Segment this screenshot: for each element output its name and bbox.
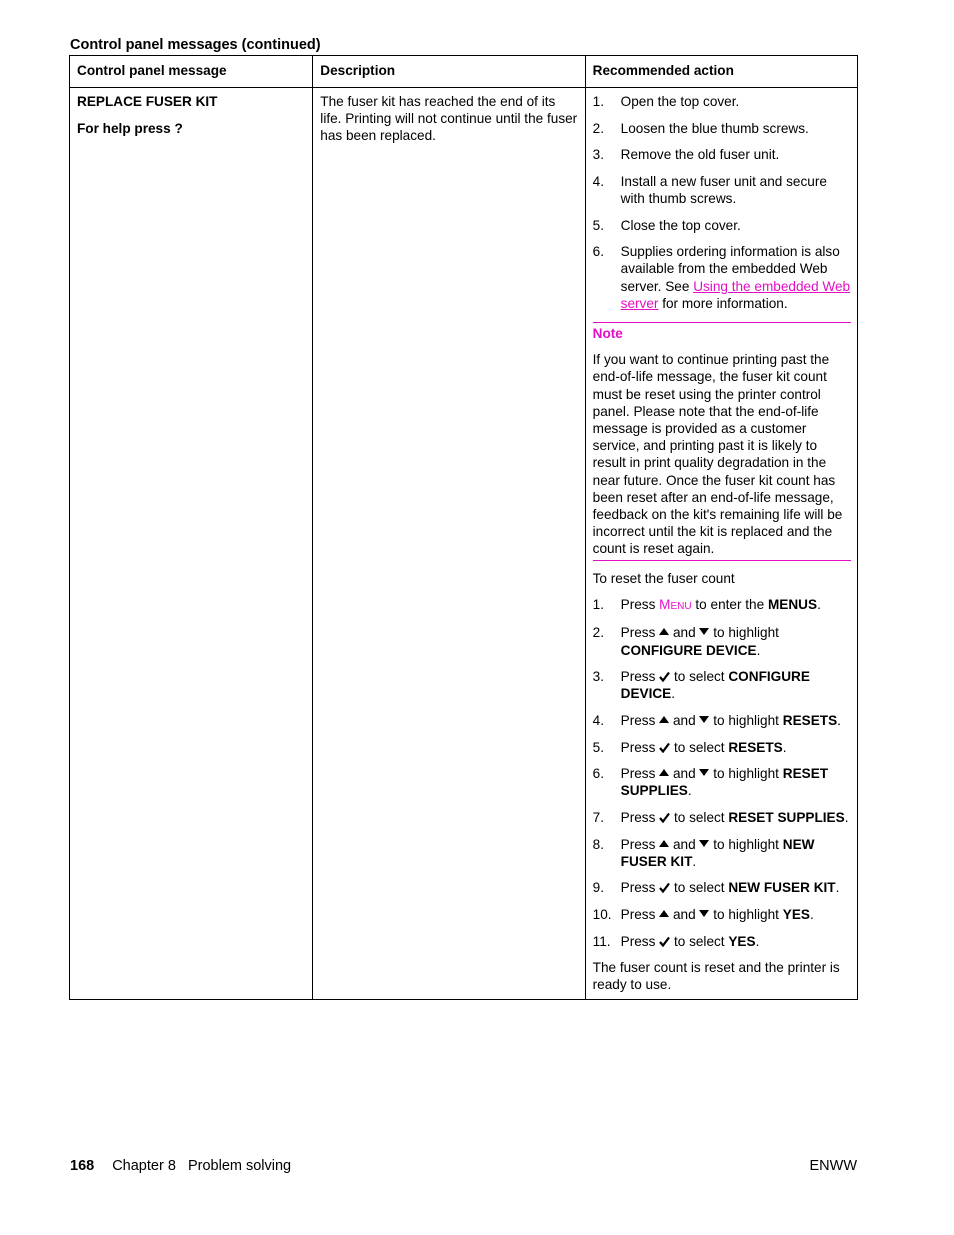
down-arrow-icon <box>699 910 709 917</box>
list-item <box>593 146 851 163</box>
step-text: Press <box>620 836 656 852</box>
step-text: to enter the <box>695 596 765 612</box>
step-text: to select <box>673 739 725 755</box>
list-item <box>593 739 851 756</box>
step-number: 2. <box>592 120 604 136</box>
step-text: to highlight <box>713 836 779 852</box>
step-number: 11. <box>592 933 611 949</box>
step-text: . <box>835 880 840 896</box>
checkmark-icon <box>659 812 670 823</box>
menu-key-rest: ENU <box>670 600 692 612</box>
message-text: REPLACE FUSER KIT <box>77 94 218 109</box>
step-text: for more information. <box>658 295 788 311</box>
step-text: Supplies ordering information is also available from the embedded Web server. See <box>620 244 840 294</box>
table-header-row <box>70 56 858 88</box>
reset-intro: To reset the fuser count <box>592 570 735 586</box>
step-text: and <box>672 836 696 852</box>
down-arrow-icon <box>699 769 709 776</box>
step-text: Press <box>620 669 656 685</box>
note-title: Note <box>592 325 623 341</box>
step-text: . <box>671 686 676 702</box>
step-text: and <box>672 906 696 922</box>
step-number: 10. <box>592 906 612 922</box>
final-text: The fuser count is reset and the printer is ready to use. <box>592 959 840 992</box>
footer-right-label: ENWW <box>809 1158 857 1174</box>
list-item <box>593 933 851 950</box>
step-number: 2. <box>592 625 604 641</box>
help-key-icon: ? <box>174 121 183 137</box>
list-item <box>593 93 851 110</box>
step-text: to select <box>673 880 725 896</box>
checkmark-icon <box>659 936 670 947</box>
step-number: 4. <box>592 173 604 189</box>
step-text: . <box>837 713 841 729</box>
step-number: 4. <box>592 713 604 729</box>
step-text: and <box>672 625 696 641</box>
menu-key-first: M <box>659 596 671 612</box>
list-item <box>593 596 851 615</box>
step-keyword: RESETS <box>728 739 783 755</box>
table-caption: Control panel messages (continued) <box>70 37 321 53</box>
menu-key-label <box>659 597 691 612</box>
up-arrow-icon <box>659 716 669 723</box>
step-number: 8. <box>592 836 604 852</box>
embedded-web-server-link[interactable]: Using the embedded Web server <box>620 278 851 311</box>
list-item <box>593 624 851 658</box>
step-number: 6. <box>592 244 604 260</box>
list-item <box>593 173 851 207</box>
reset-steps-list <box>593 596 851 950</box>
list-item <box>593 243 851 312</box>
step-text: to highlight <box>713 713 779 729</box>
list-item <box>593 809 851 826</box>
step-keyword: CONFIGURE DEVICE <box>620 669 810 702</box>
step-text: Close the top cover. <box>620 217 741 233</box>
list-item <box>593 836 851 870</box>
step-keyword: YES <box>728 933 756 949</box>
step-number: 7. <box>592 810 604 825</box>
checkmark-icon <box>659 882 670 893</box>
list-item <box>593 120 851 137</box>
list-item <box>593 906 851 923</box>
list-item <box>593 217 851 234</box>
list-item <box>593 712 851 729</box>
step-text: . <box>782 739 787 755</box>
up-arrow-icon <box>659 840 669 847</box>
step-text: to highlight <box>713 906 779 922</box>
step-keyword: NEW FUSER KIT <box>620 836 815 869</box>
down-arrow-icon <box>699 716 709 723</box>
step-keyword: NEW FUSER KIT <box>728 880 836 896</box>
down-arrow-icon <box>699 628 709 635</box>
checkmark-icon <box>659 671 670 682</box>
step-keyword: YES <box>782 906 810 922</box>
page-number: 168 <box>70 1158 95 1174</box>
step-text: Press <box>620 713 656 729</box>
step-number: 1. <box>592 94 604 109</box>
step-text: to select <box>673 810 725 825</box>
step-text: Press <box>620 880 656 896</box>
step-text: . <box>844 810 849 825</box>
step-text: Loosen the blue thumb screws. <box>620 120 809 136</box>
step-keyword: RESET SUPPLIES <box>620 766 829 799</box>
help-prefix: For help press <box>77 121 171 137</box>
step-number: 5. <box>592 217 604 233</box>
step-text: Press <box>620 739 656 755</box>
list-item <box>593 765 851 799</box>
step-text: Press <box>620 906 656 922</box>
step-text: . <box>687 783 692 799</box>
step-text: Press <box>620 810 656 825</box>
header-recommended-action: Recommended action <box>585 56 857 88</box>
description-cell <box>313 88 585 1000</box>
list-item <box>593 668 851 702</box>
list-item <box>593 879 851 896</box>
step-number: 3. <box>592 147 604 163</box>
step-text: and <box>672 766 696 782</box>
step-number: 1. <box>592 596 604 612</box>
step-text: and <box>672 713 696 729</box>
step-keyword: MENUS <box>767 596 818 612</box>
help-hint <box>77 120 306 137</box>
chapter-title: Chapter 8 Problem solving <box>112 1158 292 1174</box>
up-arrow-icon <box>659 769 669 776</box>
note-box <box>593 322 851 561</box>
header-description: Description <box>313 56 585 88</box>
step-text: to highlight <box>713 766 779 782</box>
step-text: Remove the old fuser unit. <box>620 147 780 163</box>
table-row <box>70 88 858 1000</box>
step-text: Install a new fuser unit and secure with thumb screws. <box>620 173 827 206</box>
header-control-panel-message: Control panel message <box>70 56 313 88</box>
step-text: . <box>692 853 697 869</box>
step-keyword: RESET SUPPLIES <box>728 810 845 825</box>
description-text: The fuser kit has reached the end of its life. Printing will not continue until the fuser has been replaced. <box>320 94 578 144</box>
recommended-action-cell <box>585 88 857 1000</box>
step-text: Open the top cover. <box>620 94 740 109</box>
note-text: If you want to continue printing past the end-of-life message, the fuser kit count must be reset using the printer control panel. Please note that the end-of-life message is provided as a customer service, and printing past it is likely to result in print quality degradation in the near future. Once the fuser kit count has been reset after an end-of-life message, feedback on the kit's remaining life will be incorrect until the kit is replaced and the count is reset again. <box>592 352 843 557</box>
step-keyword: CONFIGURE DEVICE <box>620 642 757 658</box>
step-text: . <box>809 906 814 922</box>
replace-steps-list <box>593 93 851 312</box>
message-cell <box>70 88 313 1000</box>
up-arrow-icon <box>659 628 669 635</box>
up-arrow-icon <box>659 910 669 917</box>
step-text: Press <box>620 596 656 612</box>
step-text: . <box>755 933 760 949</box>
down-arrow-icon <box>699 840 709 847</box>
step-number: 6. <box>592 766 604 782</box>
step-text: to highlight <box>713 625 779 641</box>
step-number: 3. <box>592 669 604 685</box>
page-footer <box>70 1158 857 1174</box>
step-text: . <box>756 642 761 658</box>
step-text: to select <box>673 933 725 949</box>
checkmark-icon <box>659 742 670 753</box>
step-keyword: RESETS <box>782 713 838 729</box>
step-number: 9. <box>592 880 604 896</box>
step-text: . <box>817 596 821 612</box>
step-text: Press <box>620 625 656 641</box>
step-text: Press <box>620 933 656 949</box>
control-panel-messages-table <box>69 55 858 1000</box>
step-text: to select <box>673 669 725 685</box>
step-text: Press <box>620 766 656 782</box>
step-number: 5. <box>592 739 604 755</box>
